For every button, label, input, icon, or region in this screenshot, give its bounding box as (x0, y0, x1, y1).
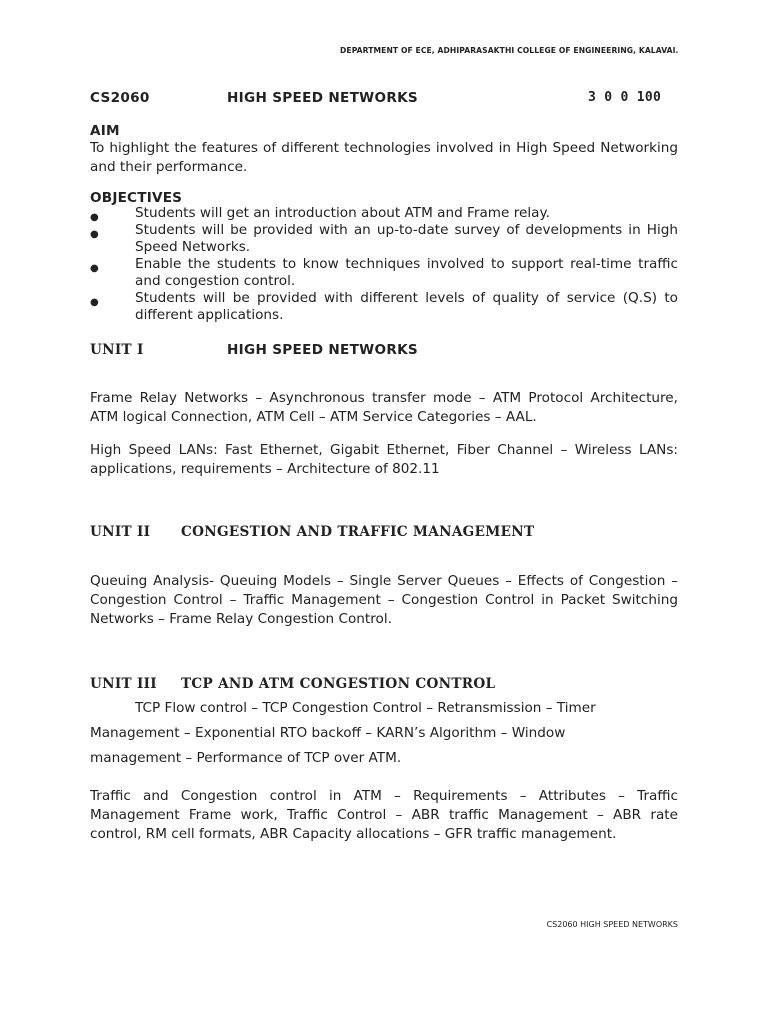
department-header: DEPARTMENT OF ECE, ADHIPARASAKTHI COLLEGE OF ENGINEERING, KALAVAI. (340, 46, 679, 55)
unit-2-label: UNIT II (90, 524, 151, 540)
bullet-icon: ● (90, 212, 99, 223)
list-item: ● Students will be provided with an up-to-date survey of developments in High Speed Networks. (90, 222, 678, 255)
unit-1-paragraph-2: High Speed LANs: Fast Ethernet, Gigabit Ethernet, Fiber Channel – Wireless LANs: applications, requirements – Architecture of 802.11 (90, 442, 678, 477)
list-item: ● Enable the students to know techniques involved to support real-time traffic and congestion control. (90, 256, 678, 289)
unit-2-title: CONGESTION AND TRAFFIC MANAGEMENT (181, 524, 535, 540)
course-code: CS2060 (90, 90, 150, 106)
unit-3-title: TCP AND ATM CONGESTION CONTROL (181, 676, 496, 692)
course-credits: 3 0 0 100 (588, 90, 662, 105)
list-item: ● Students will be provided with different levels of quality of service (Q.S) to different applications. (90, 290, 678, 323)
unit-1-paragraph-1: Frame Relay Networks – Asynchronous transfer mode – ATM Protocol Architecture, ATM logical Connection, ATM Cell – ATM Service Categories – AAL. (90, 390, 678, 425)
unit-1-label: UNIT I (90, 342, 144, 358)
unit-3-line-1: TCP Flow control – TCP Congestion Control – Retransmission – Timer (135, 700, 596, 716)
unit-3-line-3: management – Performance of TCP over ATM. (90, 750, 402, 766)
unit-3-line-2: Management – Exponential RTO backoff – KARN’s Algorithm – Window (90, 725, 566, 741)
unit-1-title: HIGH SPEED NETWORKS (227, 342, 419, 358)
objectives-list (90, 205, 678, 324)
aim-text: To highlight the features of different technologies involved in High Speed Networking and their performance. (90, 140, 678, 175)
unit-3-lines (90, 696, 678, 771)
bullet-icon: ● (90, 297, 99, 308)
unit-2-paragraph-1: Queuing Analysis- Queuing Models – Single Server Queues – Effects of Congestion – Congestion Control – Traffic Management – Congestion Control in Packet Switching Networks – Frame Relay Congestion Control. (90, 573, 678, 627)
objectives-heading: OBJECTIVES (90, 190, 183, 206)
list-item: ● Students will get an introduction about ATM and Frame relay. (90, 205, 678, 222)
aim-heading: AIM (90, 123, 120, 139)
bullet-icon: ● (90, 229, 99, 240)
unit-3-label: UNIT III (90, 676, 157, 692)
page-footer: CS2060 HIGH SPEED NETWORKS (546, 920, 678, 929)
unit-3-paragraph-1: Traffic and Congestion control in ATM – Requirements – Attributes – Traffic Management Frame work, Traffic Control – ABR traffic Management – ABR rate control, RM cell formats, ABR Capacity allocations – GFR traffic management. (90, 788, 678, 842)
course-title: HIGH SPEED NETWORKS (227, 90, 419, 106)
bullet-icon: ● (90, 263, 99, 274)
